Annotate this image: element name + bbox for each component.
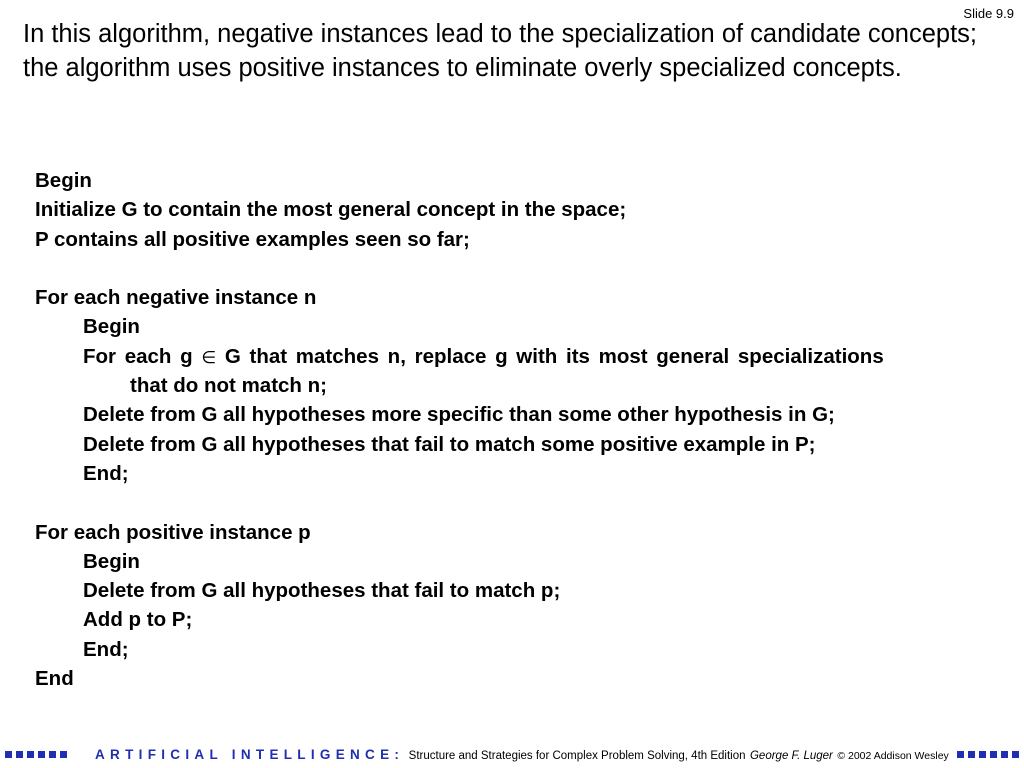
square-icon — [968, 751, 975, 758]
algo-line: Initialize G to contain the most general concept in the space; — [35, 198, 627, 222]
algo-text: G that matches n, replace g with its most general specializations — [224, 344, 884, 368]
algo-line: Begin — [35, 169, 92, 192]
algo-line: Delete from G all hypotheses that fail to match some positive example in P; — [83, 432, 816, 456]
footer-author: George F. Luger — [749, 750, 833, 762]
algo-line: For each positive instance p — [35, 520, 311, 544]
square-icon — [60, 751, 67, 758]
square-icon — [1001, 751, 1008, 758]
algo-line: End; — [83, 461, 129, 485]
square-icon — [38, 751, 45, 758]
footer-book-title: Structure and Strategies for Complex Problem Solving, 4th Edition — [408, 750, 746, 762]
algo-line: For each negative instance n — [35, 286, 317, 310]
algo-line: Begin — [83, 549, 140, 573]
footer-squares-left — [5, 751, 67, 758]
square-icon — [1012, 751, 1019, 758]
square-icon — [16, 751, 23, 758]
intro-paragraph: In this algorithm, negative instances lead to the specialization of candidate concepts; the algorithm uses positive instances to eliminate overly specialized concepts. — [23, 20, 977, 82]
square-icon — [990, 751, 997, 758]
algo-line: Delete from G all hypotheses that fail to match p; — [83, 579, 561, 603]
algo-line: End; — [83, 637, 129, 661]
algo-line: End — [35, 667, 74, 691]
square-icon — [979, 751, 986, 758]
algorithm-block — [35, 166, 1000, 693]
slide-number: Slide 9.9 — [963, 6, 1014, 21]
footer-text — [95, 746, 949, 765]
footer-copyright: © 2002 Addison Wesley — [837, 750, 949, 762]
algo-text: For each g — [83, 344, 193, 368]
algo-line: Delete from G all hypotheses more specific than some other hypothesis in G; — [83, 403, 835, 427]
algo-line: Add p to P; — [83, 608, 193, 632]
algo-line-compound — [35, 342, 1000, 371]
algo-blank-line — [35, 488, 1000, 517]
algo-line: Begin — [83, 315, 140, 339]
footer — [0, 746, 1024, 764]
square-icon — [5, 751, 12, 758]
algo-line: P contains all positive examples seen so far; — [35, 227, 470, 251]
square-icon — [49, 751, 56, 758]
element-of-symbol: ∈ — [201, 347, 217, 367]
algo-line: that do not match n; — [130, 374, 328, 398]
footer-label: ARTIFICIAL INTELLIGENCE: — [95, 747, 405, 762]
footer-squares-right — [957, 751, 1019, 758]
square-icon — [957, 751, 964, 758]
algo-blank-line — [35, 254, 1000, 283]
square-icon — [27, 751, 34, 758]
